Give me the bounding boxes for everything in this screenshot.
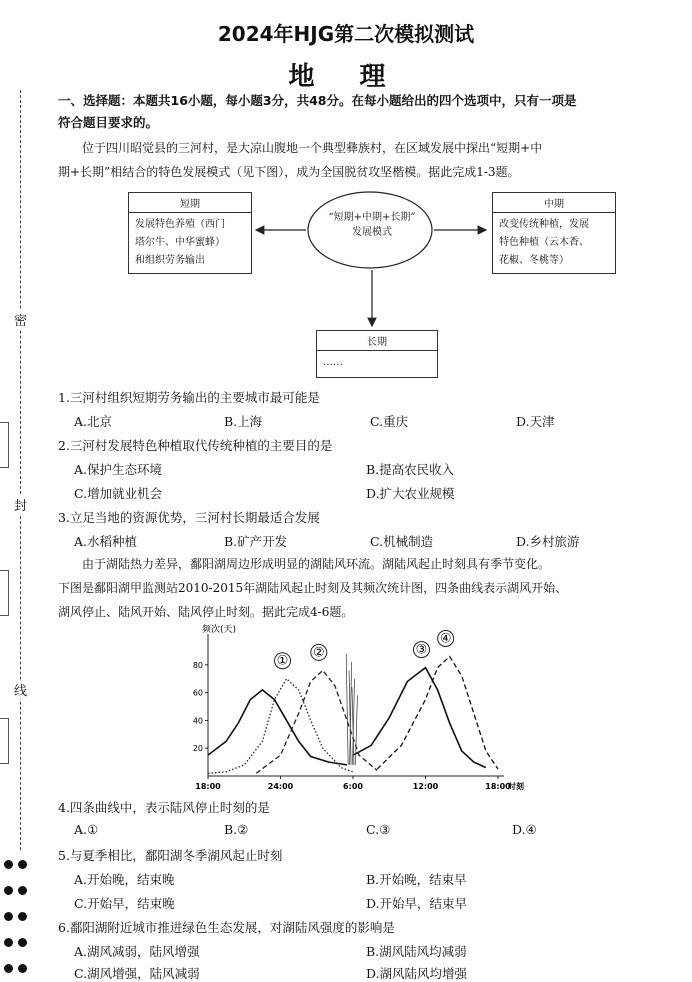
- x-tick-label: 18:00: [485, 782, 511, 791]
- series-label-1: ①: [276, 653, 289, 669]
- long-term-title: 长期: [317, 331, 437, 351]
- y-tick-label: 80: [192, 660, 203, 670]
- question-6-option-d[interactable]: D.湖风陆风均增强: [366, 966, 468, 981]
- mark-dot: [18, 860, 27, 869]
- x-tick-label: 6:00: [343, 782, 363, 791]
- y-tick-label: 60: [192, 688, 203, 698]
- x-axis-label: 时刻: [508, 782, 524, 791]
- series-label-4: ④: [439, 631, 452, 647]
- mid-term-box: [492, 192, 616, 274]
- passage-line: 期+长期”相结合的特色发展模式（见下图），成为全国脱贫攻坚楷模。据此完成1-3题。: [58, 165, 520, 179]
- center-label: [314, 210, 430, 240]
- development-model-diagram: [0, 188, 692, 383]
- long-term-body: ……: [323, 357, 343, 368]
- question-6-stem: 6.鄱阳湖附近城市推进绿色生态发展，对湖陆风强度的影响是: [58, 920, 395, 935]
- question-5-option-c[interactable]: C.开始早，结束晚: [74, 896, 175, 911]
- question-5-option-b[interactable]: B.开始晚，结束早: [366, 872, 467, 887]
- question-3-stem: 3.立足当地的资源优势，三河村长期最适合发展: [58, 510, 320, 525]
- question-4-stem: 4.四条曲线中，表示陆风停止时刻的是: [58, 800, 270, 815]
- overlap-stroke: [346, 654, 348, 765]
- center-label-line: 发展模式: [352, 227, 392, 238]
- passage-line: 下图是鄱阳湖甲监测站2010-2015年湖陆风起止时刻及其频次统计图，四条曲线表示湖风开始、: [58, 581, 568, 595]
- section-heading-line: 一、选择题：本题共16小题，每小题3分，共48分。在每小题给出的四个选项中，只有一项是: [58, 93, 577, 108]
- question-3-option-b[interactable]: B.矿产开发: [224, 534, 288, 549]
- question-6-option-c[interactable]: C.湖风增强，陆风减弱: [74, 966, 200, 981]
- y-tick-label: 40: [192, 716, 203, 726]
- question-5-option-d[interactable]: D.开始早，结束早: [366, 896, 468, 911]
- mark-dot: [4, 860, 13, 869]
- chart-svg: [180, 622, 524, 794]
- question-1-option-b[interactable]: B.上海: [224, 414, 263, 429]
- question-3-option-c[interactable]: C.机械制造: [370, 534, 434, 549]
- mid-term-body: [493, 213, 615, 273]
- short-term-line: 发展特色养殖（西门: [135, 219, 225, 230]
- section-heading: [58, 90, 688, 134]
- subject-title: 地 理: [288, 62, 404, 92]
- x-tick-label: 18:00: [195, 782, 221, 791]
- y-axis-label: 频次(天): [202, 625, 237, 635]
- mid-term-line: 改变传统种植，发展: [499, 219, 589, 230]
- mark-dot: [4, 912, 13, 921]
- exam-title: 2024年HJG第二次模拟测试: [217, 22, 475, 46]
- question-1-stem: 1.三河村组织短期劳务输出的主要城市最可能是: [58, 390, 320, 405]
- seal-label-xian: 线: [14, 680, 27, 699]
- question-4-option-b[interactable]: B.②: [224, 822, 249, 837]
- passage-line: 由于湖陆热力差异，鄱阳湖周边形成明显的湖陆风环流。湖陆风起止时刻具有季节变化。: [82, 557, 551, 571]
- y-tick-label: 20: [192, 744, 203, 754]
- mark-dot: [18, 964, 27, 973]
- mark-dot: [18, 886, 27, 895]
- side-box: [0, 422, 9, 468]
- short-term-line: 塔尔牛、中华蜜蜂）: [135, 237, 225, 248]
- series-line-4: [377, 657, 498, 770]
- question-2-stem: 2.三河村发展特色种植取代传统种植的主要目的是: [58, 438, 333, 453]
- passage-line: 湖风停止、陆风开始、陆风停止时刻。据此完成4-6题。: [58, 605, 354, 619]
- mark-dot: [4, 964, 13, 973]
- mark-dot: [4, 886, 13, 895]
- question-6-option-b[interactable]: B.湖风陆风均减弱: [366, 944, 467, 959]
- question-2-option-d[interactable]: D.扩大农业规模: [366, 486, 455, 501]
- x-tick-label: 12:00: [412, 782, 439, 791]
- question-4-option-d[interactable]: D.④: [512, 822, 537, 837]
- x-tick-label: 24:00: [267, 782, 294, 791]
- series-line-5: [208, 690, 347, 765]
- section-heading-line: 符合题目要求的。: [58, 115, 159, 130]
- question-1-option-c[interactable]: C.重庆: [370, 414, 409, 429]
- question-2-option-b[interactable]: B.提高农民收入: [366, 462, 455, 477]
- seal-label-mi: 密: [14, 310, 27, 329]
- mid-term-title: 中期: [493, 193, 615, 213]
- question-3-option-a[interactable]: A.水稻种植: [74, 534, 138, 549]
- seal-label-feng: 封: [14, 495, 27, 514]
- passage-2: [58, 552, 688, 624]
- short-term-box: [128, 192, 252, 274]
- mark-dot: [18, 912, 27, 921]
- passage-1: [58, 136, 688, 184]
- center-label-line: “短期+中期+长期”: [328, 212, 416, 223]
- passage-line: 位于四川昭觉县的三河村，是大凉山腹地一个典型彝族村，在区域发展中探出“短期+中: [82, 141, 543, 155]
- overlap-stroke: [355, 695, 357, 764]
- long-term-box: [316, 330, 438, 378]
- mark-dot: [4, 938, 13, 947]
- question-1-option-d[interactable]: D.天津: [516, 414, 555, 429]
- mid-term-line: 花椒、冬桃等）: [499, 255, 569, 266]
- side-box: [0, 570, 9, 616]
- question-4-option-c[interactable]: C.③: [366, 822, 391, 837]
- mark-dot: [18, 938, 27, 947]
- question-2-option-a[interactable]: A.保护生态环境: [74, 462, 163, 477]
- question-2-option-c[interactable]: C.增加就业机会: [74, 486, 163, 501]
- mid-term-line: 特色种植（云木香、: [499, 237, 589, 248]
- short-term-line: 和组织劳务输出: [135, 255, 205, 266]
- question-5-stem: 5.与夏季相比，鄱阳湖冬季湖风起止时刻: [58, 848, 283, 863]
- question-1-option-a[interactable]: A.北京: [74, 414, 113, 429]
- short-term-title: 短期: [129, 193, 251, 213]
- question-3-option-d[interactable]: D.乡村旅游: [516, 534, 580, 549]
- side-box: [0, 718, 9, 764]
- series-line-3: [353, 668, 486, 768]
- series-label-3: ③: [415, 642, 428, 658]
- question-5-option-a[interactable]: A.开始晚，结束晚: [74, 872, 175, 887]
- short-term-body: [129, 213, 251, 273]
- lake-land-breeze-chart: [180, 622, 524, 794]
- series-label-2: ②: [312, 645, 325, 661]
- series-line-1: [208, 679, 353, 773]
- question-6-option-a[interactable]: A.湖风减弱，陆风增强: [74, 944, 200, 959]
- question-4-option-a[interactable]: A.①: [74, 822, 99, 837]
